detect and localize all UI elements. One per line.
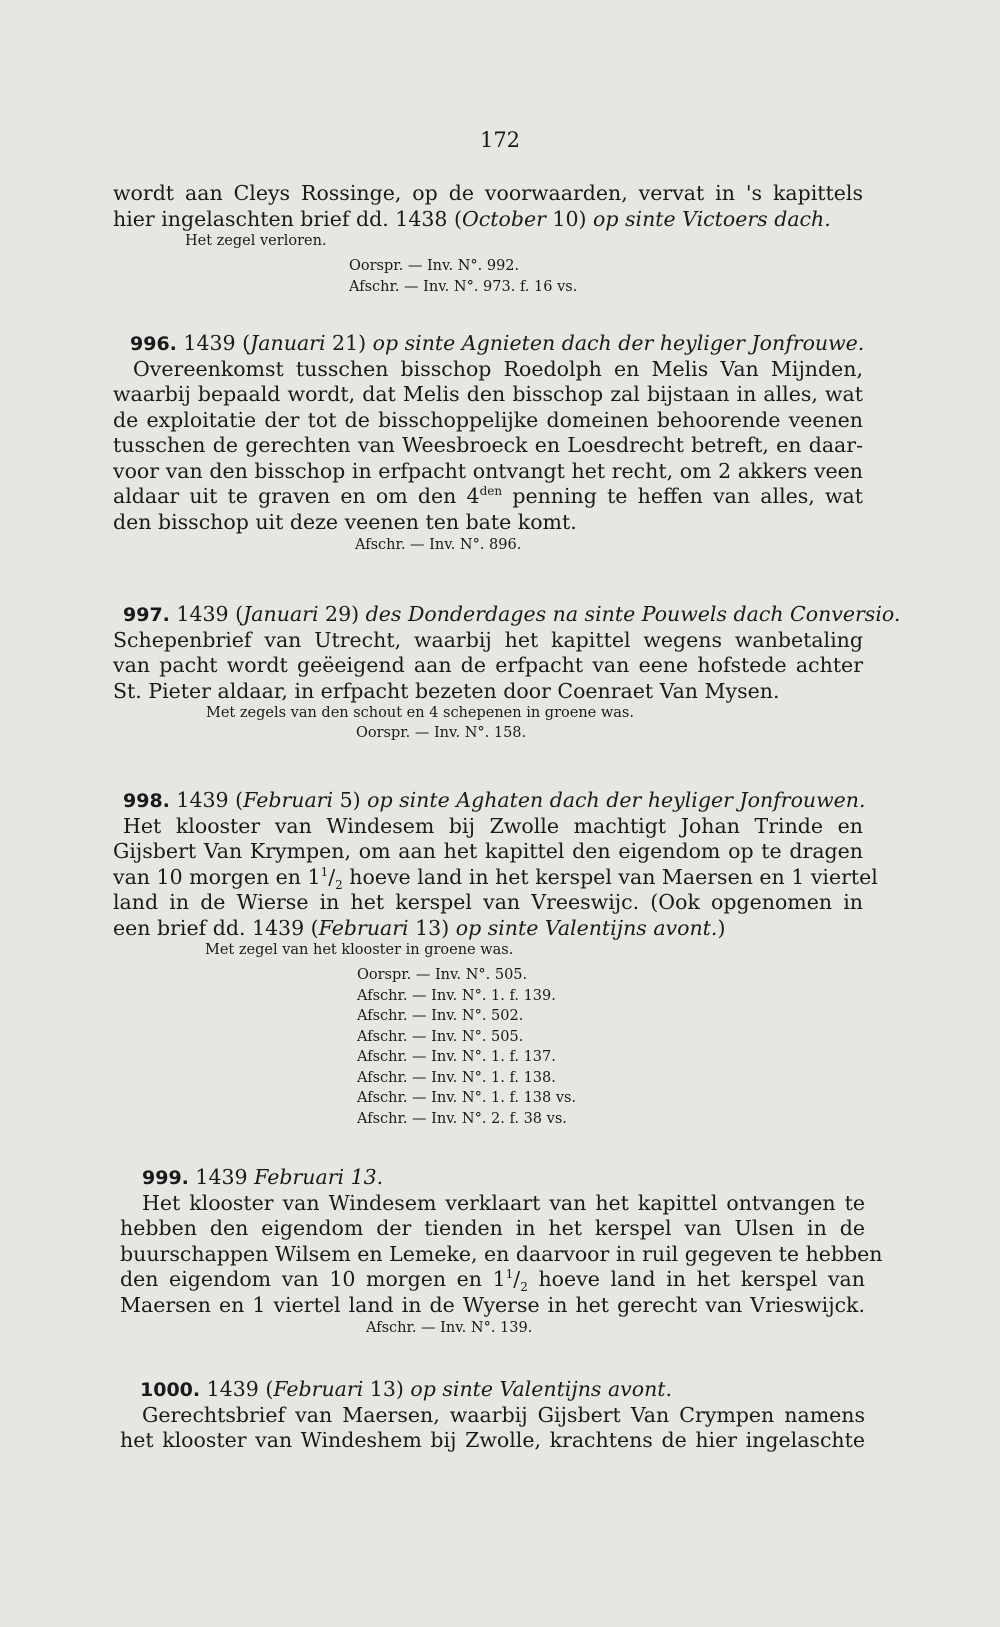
text-line: den eigendom van 10 morgen en $1^1/_2$ hoeve land in het kerspel van [120,1267,865,1295]
entry-998 [113,788,878,1129]
source-line: Oorspr. — Inv. N°. 158. [356,725,527,741]
text-line: het klooster van Windeshem bij Zwolle, krachtens de hier ingelaschte [120,1428,865,1452]
text-line: Het klooster van Windesem bij Zwolle machtigt Johan Trinde en [123,813,863,838]
entry-number: 999. [142,1167,189,1189]
seal-note: Met zegels van den schout en 4 schepenen in groene was. [206,705,634,721]
text-line: van pacht wordt geëeigend aan de erfpacht van eene hofstede achter [113,653,863,677]
text-line: van 10 morgen en $1^1/_2$ hoeve land in het kerspel van Maersen en 1 viertel [113,864,878,892]
source-line: Oorspr. — Inv. N°. 505. [357,967,528,983]
source-line: Oorspr. — Inv. N°. 992. [349,258,520,274]
text-line: Gijsbert Van Krympen, om aan het kapittel den eigendom op te dragen [113,839,863,863]
text-line: aldaar uit te graven en om den $4^{den}$ penning te heffen van alles, wat [113,484,863,508]
source-line: Afschr. — Inv. N°. 2. f. 38 vs. [357,1110,567,1127]
seal-note: Het zegel verloren. [185,233,327,249]
text-line: wordt aan Cleys Rossinge, op de voorwaarden, vervat in 's kapittels [113,181,863,205]
source-line: Afschr. — Inv. N°. 502. [357,1008,524,1024]
entry-number: 997. [123,604,170,626]
source-line: Afschr. — Inv. N°. 1. f. 138 vs. [357,1090,577,1106]
text-line: een brief dd. 1439 (Februari 13) op sinte Valentijns avont.) [113,915,726,940]
text-line: Het klooster van Windesem verklaart van het kapittel ontvangen te [142,1190,865,1215]
source-line: Afschr. — Inv. N°. 1. f. 139. [357,987,556,1004]
text-line: voor van den bisschop in erfpacht ontvangt het recht, om 2 akkers veen [113,458,863,483]
text-line: St. Pieter aldaar, in erfpacht bezeten door Coenraet Van Mysen. [113,678,780,703]
entry-number: 998. [123,790,170,812]
entry-1000 [120,1377,865,1454]
text-line: Gerechtsbrief van Maersen, waarbij Gijsbert Van Crympen namens [142,1402,865,1427]
source-line: Afschr. — Inv. N°. 973. f. 16 vs. [349,278,578,295]
entry-999 [120,1165,883,1339]
entry-997 [113,602,901,744]
entry-heading: 998. 1439 (Februari 5) op sinte Aghaten dach der heyliger Jonfrouwen. [123,788,866,812]
text-line: hier ingelaschten brief dd. 1438 (October 10) op sinte Victoers dach. [113,206,831,231]
text-line: Overeenkomst tusschen bisschop Roedolph en Melis Van Mijnden, [133,356,863,381]
entry-heading: 1000. 1439 (Februari 13) op sinte Valentijns avont. [140,1377,673,1401]
text-line: Maersen en 1 viertel land in de Wyerse in het gerecht van Vrieswijck. [120,1292,865,1317]
text-line: waarbij bepaald wordt, dat Melis den bisschop zal bijstaan in alles, wat [113,382,863,406]
text-line: Schepenbrief van Utrecht, waarbij het kapittel wegens wanbetaling [113,627,863,652]
source-line: Afschr. — Inv. N°. 1. f. 137. [357,1049,556,1065]
entry-heading: 997. 1439 (Januari 29) des Donderdages na sinte Pouwels dach Conversio. [123,602,901,626]
source-line: Afschr. — Inv. N°. 139. [366,1320,533,1336]
text-line: land in de Wierse in het kerspel van Vreeswijc. (Ook opgenomen in [113,890,863,914]
entry-heading: 999. 1439 Februari 13. [142,1165,384,1189]
entry-number: 1000. [140,1379,201,1401]
intro-block [113,181,863,297]
source-line: Afschr. — Inv. N°. 1. f. 138. [357,1069,556,1086]
text-line: den bisschop uit deze veenen ten bate komt. [113,509,577,534]
source-line: Afschr. — Inv. N°. 896. [355,537,522,553]
text-line: de exploitatie der tot de bisschoppelijke domeinen behoorende veenen [113,407,863,432]
entry-number: 996. [130,333,177,355]
seal-note: Met zegel van het klooster in groene was. [205,942,514,958]
text-line: tusschen de gerechten van Weesbroeck en Loesdrecht betreft, en daar- [113,433,863,457]
entry-heading: 996. 1439 (Januari 21) op sinte Agnieten dach der heyliger Jonfrouwe. [130,331,865,355]
source-line: Afschr. — Inv. N°. 505. [357,1028,524,1045]
text-line: hebben den eigendom der tienden in het kerspel van Ulsen in de [120,1216,865,1240]
page-number: 172 [479,128,521,152]
entry-996 [113,331,863,556]
text-line: buurschappen Wilsem en Lemeke, en daarvoor in ruil gegeven te hebben [120,1241,883,1266]
